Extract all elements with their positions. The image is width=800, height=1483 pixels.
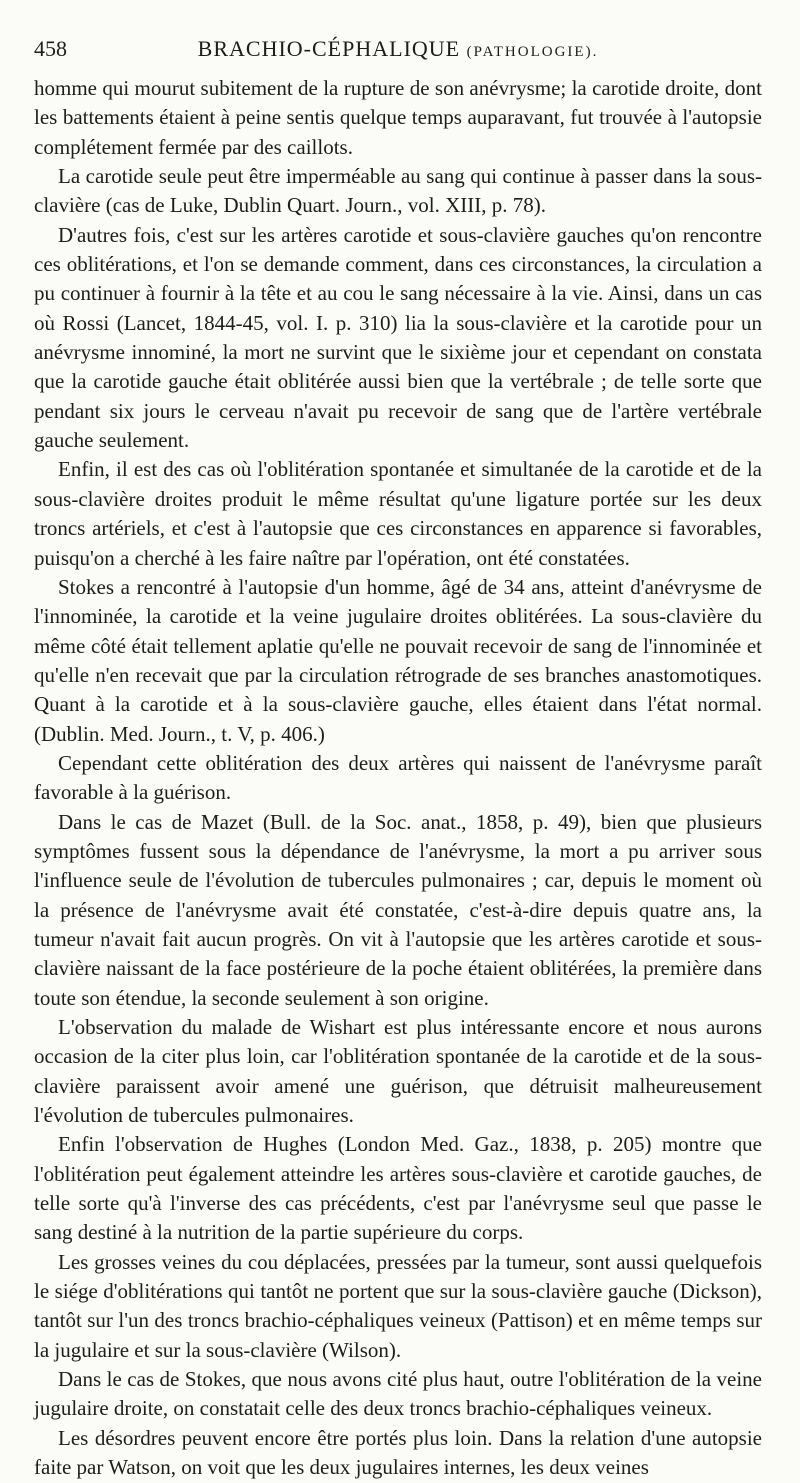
running-title: BRACHIO-CÉPHALIQUE (197, 36, 461, 61)
paragraph: La carotide seule peut être imperméable au sang qui continue à passer dans la sous-clavière (cas de Luke, Dublin Quart. Journ., vol. XIII, p. 78). (34, 164, 762, 218)
paragraph: Stokes a rencontré à l'autopsie d'un homme, âgé de 34 ans, atteint d'anévrysme de l'innominée, la carotide et la veine jugulaire droites oblitérées. La sous-clavière du même côté était tellement aplatie qu'elle ne pouvait recevoir de sang de l'innominée et qu'elle n'en recevait que par la circulation rétrograde de ses branches anastomotiques. Quant à la carotide et à la sous-clavière gauche, elles étaient dans l'état normal. (Dublin. Med. Journ., t. V, p. 406.) (34, 574, 762, 746)
paragraph: D'autres fois, c'est sur les artères carotide et sous-clavière gauches qu'on rencontre ces oblitérations, et l'on se demande comment, dans ces circonstances, la circulation a pu continuer à fournir à la tête et au cou le sang nécessaire à la vie. Ainsi, dans un cas où Rossi (Lancet, 1844-45, vol. I. p. 310) lia la sous-clavière et la carotide pour un anévrysme innominé, la mort ne survint que le sixième jour et cependant on constata que la carotide gauche était oblitérée aussi bien que la vertébrale ; de telle sorte que pendant six jours le cerveau n'avait pu recevoir de sang que de l'artère vertébrale gauche seulement. (34, 222, 762, 453)
paragraph: Les grosses veines du cou déplacées, pressées par la tumeur, sont aussi quelquefois le siége d'oblitérations qui tantôt ne portent que sur la sous-clavière gauche (Dickson), tantôt sur l'un des troncs brachio-céphaliques veineux (Pattison) et en même temps sur la jugulaire et sur la sous-clavière (Wilson). (34, 1249, 762, 1362)
paragraph: Les désordres peuvent encore être portés plus loin. Dans la relation d'une autopsie faite par Watson, on voit que les deux jugulaires internes, les deux veines (34, 1425, 762, 1480)
paragraph: homme qui mourut subitement de la rupture de son anévrysme; la carotide droite, dont les battements étaient à peine sentis quelque temps auparavant, fut trouvée à l'autopsie complétement fermée par des caillots. (34, 76, 762, 159)
paragraph: Cependant cette oblitération des deux artères qui naissent de l'anévrysme paraît favorable à la guérison. (34, 750, 762, 805)
page-number: 458 (34, 36, 67, 61)
paragraph: L'observation du malade de Wishart est plus intéressante encore et nous aurons occasion de la citer plus loin, car l'oblitération spontanée de la carotide et de la sous-clavière paraissent avoir amené une guérison, que détruisit malheureusement l'évolution de tubercules pulmonaires. (34, 1015, 762, 1128)
paragraph: Dans le cas de Stokes, que nous avons cité plus haut, outre l'oblitération de la veine jugulaire droite, on constatait celle des deux troncs brachio-céphaliques veineux. (34, 1367, 762, 1421)
paragraph: Enfin, il est des cas où l'oblitération spontanée et simultanée de la carotide et de la sous-clavière droites produit le même résultat qu'une ligature portée sur les deux troncs artériels, et c'est à l'autopsie que ces circonstances en apparence si favorables, puisqu'on a cherché à les faire naître par l'opération, ont été constatées. (34, 457, 762, 570)
page-header (34, 30, 762, 74)
running-head (34, 36, 762, 62)
paragraph: Enfin l'observation de Hughes (London Med. Gaz., 1838, p. 205) montre que l'oblitération peut également atteindre les artères sous-clavière et carotide gauches, de telle sorte qu'à l'inverse des cas précédents, c'est par l'anévrysme seul que passe le sang destiné à la nutrition de la partie supérieure du corps. (34, 1132, 762, 1245)
paragraph: Dans le cas de Mazet (Bull. de la Soc. anat., 1858, p. 49), bien que plusieurs symptômes fussent sous la dépendance de l'anévrysme, la mort a pu arriver sous l'influence seule de l'évolution de tubercules pulmonaires ; car, depuis le moment où la présence de l'anévrysme avait été constatée, c'est-à-dire depuis quatre ans, la tumeur n'avait fait aucun progrès. On vit à l'autopsie que les artères carotide et sous-clavière naissant de la face postérieure de la poche étaient oblitérées, la première dans toute son étendue, la seconde seulement à son origine. (34, 809, 762, 1010)
running-subtitle: (PATHOLOGIE). (466, 44, 599, 60)
body-text (34, 74, 762, 1483)
